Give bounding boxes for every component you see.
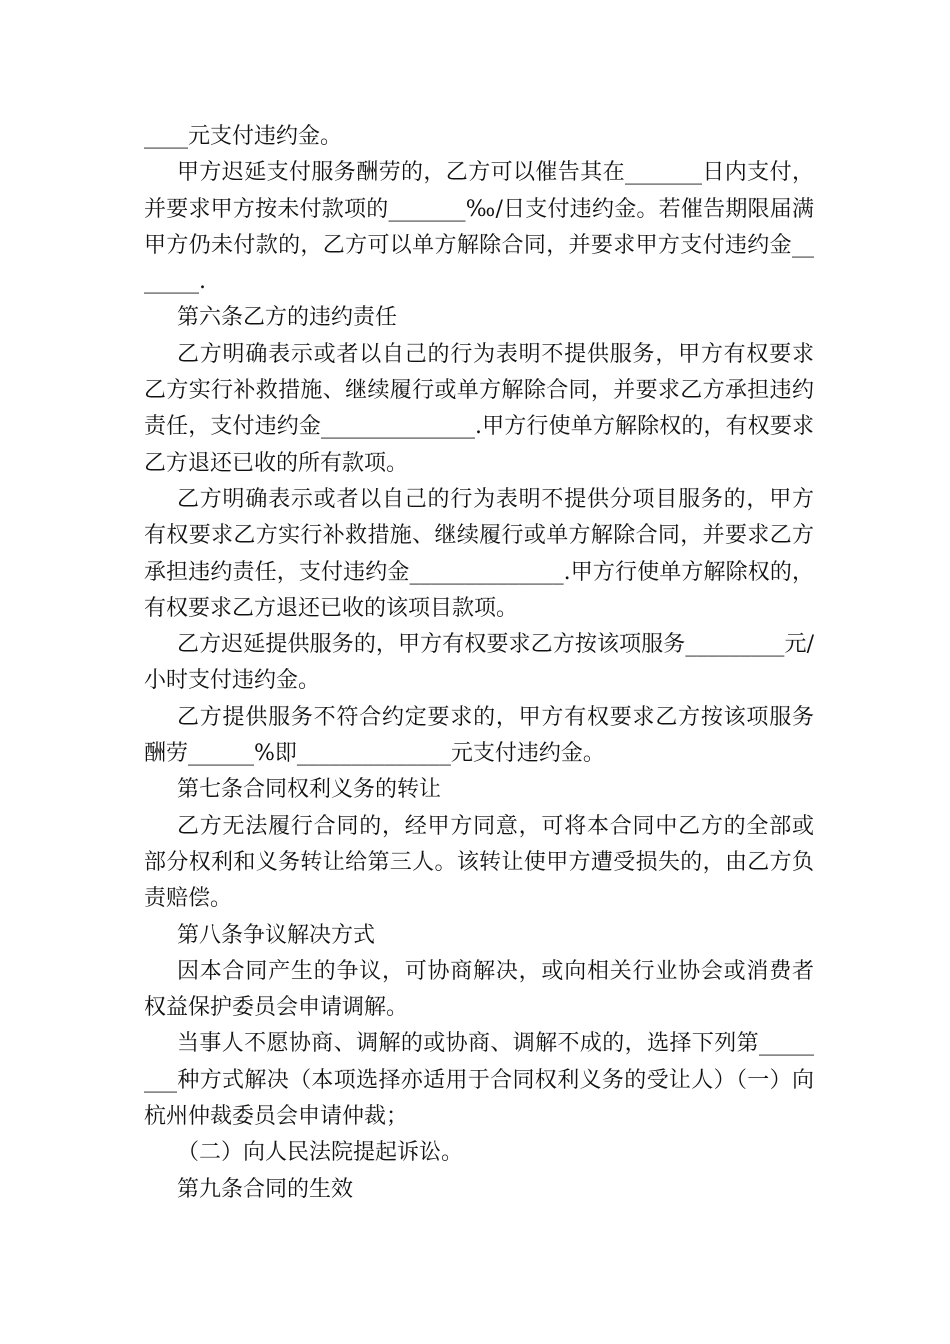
paragraph-party-b-no-subservice: 乙方明确表示或者以自己的行为表明不提供分项目服务的，甲方有权要求乙方实行补救措施、继续履行或单方解除合同，并要求乙方承担违约责任，支付违约金______________.甲方行使单方解除权的，有权要求乙方退还已收的该项目款项。: [144, 486, 814, 621]
heading-article-8: 第八条争议解决方式: [177, 922, 376, 948]
paragraph-transfer: 乙方无法履行合同的，经甲方同意，可将本合同中乙方的全部或部分权利和义务转让给第三人。该转让使甲方遭受损失的，由乙方负责赔偿。: [144, 813, 814, 912]
paragraph-penalty-tail: ____元支付违约金。: [144, 124, 343, 149]
paragraph-dispute-options: 当事人不愿协商、调解的或协商、调解不成的，选择下列第________种方式解决（本项选择亦适用于合同权利义务的受让人）（一）向杭州仲裁委员会申请仲裁；: [144, 1031, 814, 1130]
paragraph-party-b-no-service: 乙方明确表示或者以自己的行为表明不提供服务，甲方有权要求乙方实行补救措施、继续履行或单方解除合同，并要求乙方承担违约责任，支付违约金______________.甲方行使单方解除权的，有权要求乙方退还已收的所有款项。: [144, 341, 814, 476]
heading-article-9: 第九条合同的生效: [177, 1176, 354, 1202]
heading-article-7: 第七条合同权利义务的转让: [177, 777, 442, 803]
paragraph-party-a-late-payment: 甲方迟延支付服务酬劳的，乙方可以催告其在_______日内支付，并要求甲方按未付款项的_______‰/日支付违约金。若催告期限届满甲方仍未付款的，乙方可以单方解除合同，并要求甲方支付违约金_______.: [144, 160, 814, 295]
paragraph-party-b-delay: 乙方迟延提供服务的，甲方有权要求乙方按该项服务_________元/小时支付违约金。: [144, 632, 814, 694]
paragraph-dispute-negotiation: 因本合同产生的争议，可协商解决，或向相关行业协会或消费者权益保护委员会申请调解。: [144, 958, 814, 1021]
heading-article-6: 第六条乙方的违约责任: [177, 305, 398, 331]
paragraph-party-b-nonconforming: 乙方提供服务不符合约定要求的，甲方有权要求乙方按该项服务酬劳______%即______________元支付违约金。: [144, 704, 814, 767]
paragraph-dispute-litigation: （二）向人民法院提起诉讼。: [177, 1140, 464, 1166]
document-body: [144, 119, 814, 1208]
